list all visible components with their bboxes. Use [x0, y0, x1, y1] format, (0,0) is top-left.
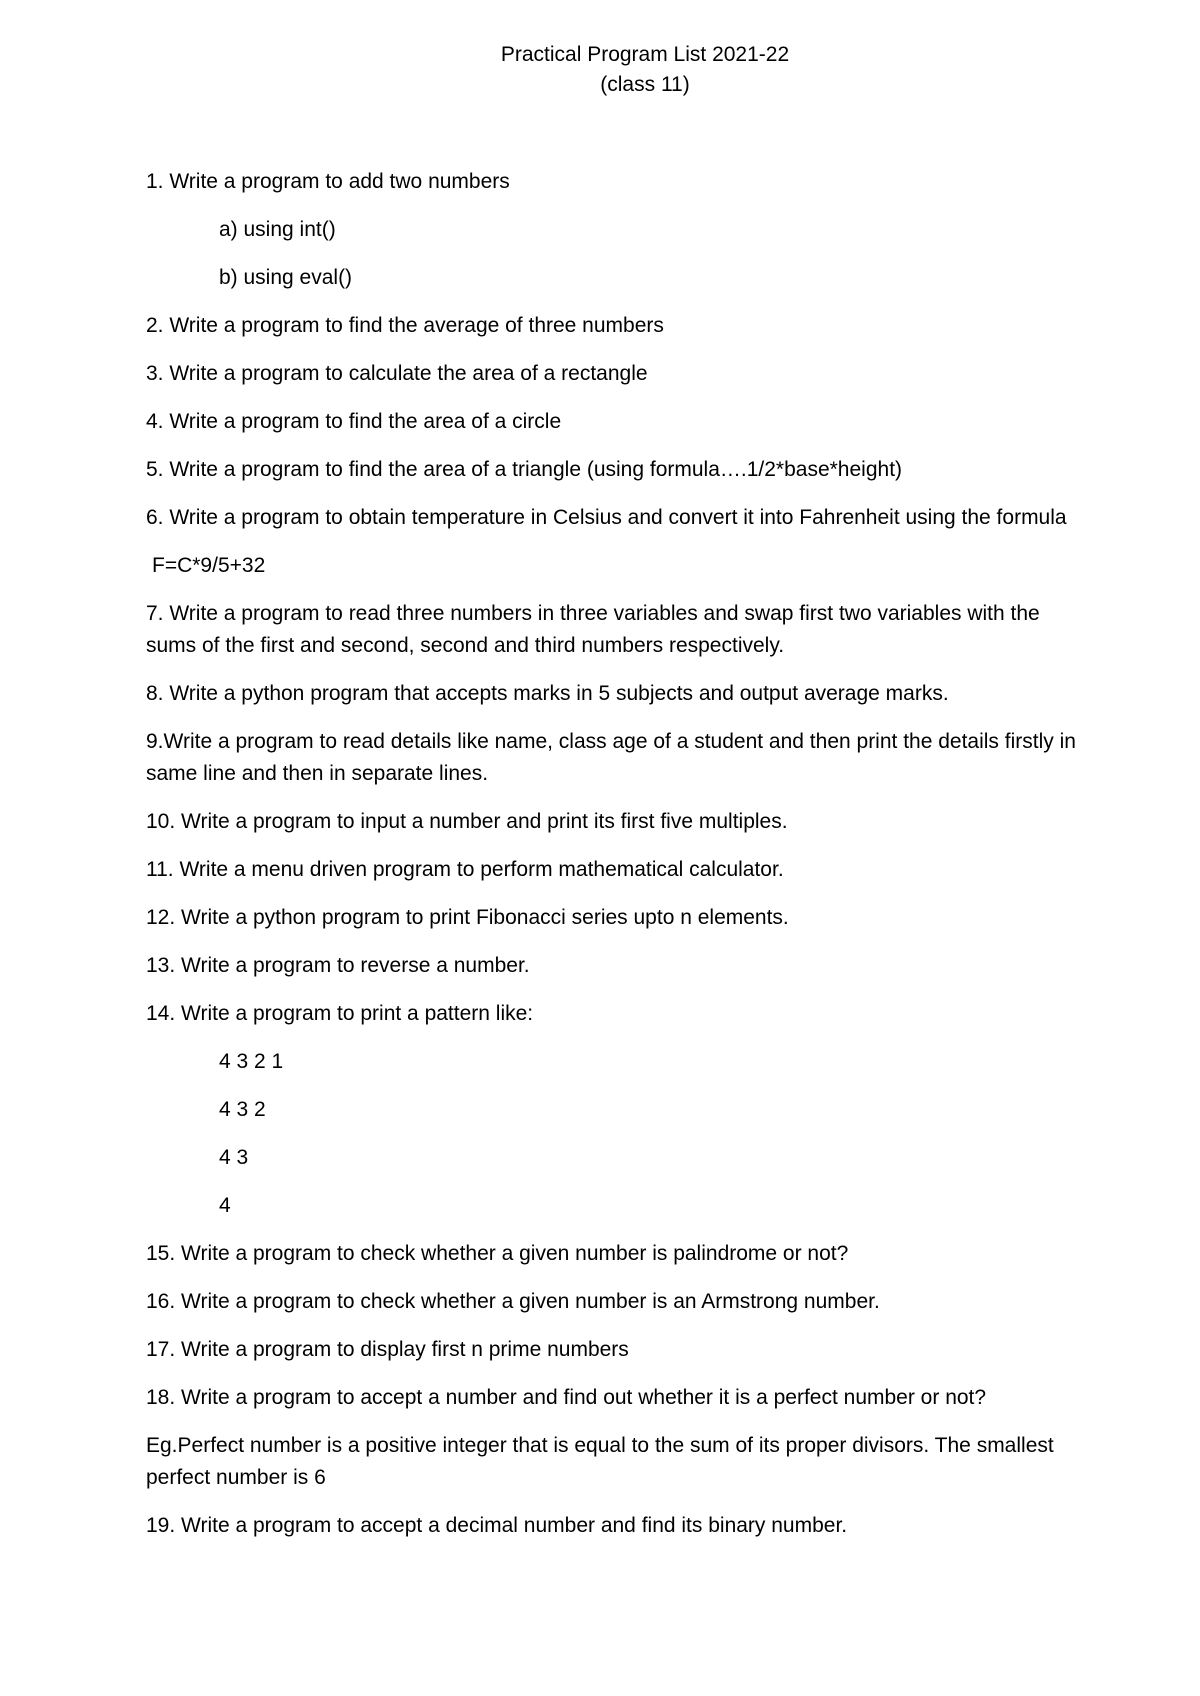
- program-item-5: 5. Write a program to find the area of a triangle (using formula….1/2*base*height): [146, 458, 903, 481]
- program-item-15: 15. Write a program to check whether a given number is palindrome or not?: [146, 1242, 849, 1265]
- program-item-1-option-a: a) using int(): [219, 218, 336, 241]
- pattern-row: 4 3 2: [219, 1098, 266, 1121]
- program-item-7: 7. Write a program to read three numbers in three variables and swap first two variables with the sums of the first and second, second and third numbers respectively.: [146, 602, 1040, 657]
- program-item-18-note: Eg.Perfect number is a positive integer that is equal to the sum of its proper divisors. The smallest perfect number is 6: [146, 1434, 1054, 1489]
- program-item-14: 14. Write a program to print a pattern like:: [146, 1002, 534, 1025]
- program-item-13: 13. Write a program to reverse a number.: [146, 954, 530, 977]
- program-item-11: 11. Write a menu driven program to perform mathematical calculator.: [146, 858, 784, 881]
- pattern-row: 4 3: [219, 1146, 249, 1169]
- document-header: [0, 40, 1200, 100]
- program-item-10: 10. Write a program to input a number and print its first five multiples.: [146, 810, 788, 833]
- program-item-1: 1. Write a program to add two numbers: [146, 170, 510, 193]
- program-item-4: 4. Write a program to find the area of a circle: [146, 410, 562, 433]
- pattern-row: 4 3 2 1: [219, 1050, 284, 1073]
- program-item-2: 2. Write a program to find the average of three numbers: [146, 314, 664, 337]
- program-item-3: 3. Write a program to calculate the area of a rectangle: [146, 362, 648, 385]
- program-item-17: 17. Write a program to display first n prime numbers: [146, 1338, 629, 1361]
- program-list: [146, 166, 1076, 1542]
- document-subtitle: (class 11): [600, 73, 690, 96]
- pattern-row: 4: [219, 1194, 231, 1217]
- program-item-8: 8. Write a python program that accepts marks in 5 subjects and output average marks.: [146, 682, 949, 705]
- program-item-9: 9.Write a program to read details like name, class age of a student and then print the details firstly in same line and then in separate lines.: [146, 730, 1076, 785]
- program-item-18: 18. Write a program to accept a number and find out whether it is a perfect number or not?: [146, 1386, 987, 1409]
- program-item-6-formula: F=C*9/5+32: [152, 554, 266, 577]
- program-item-16: 16. Write a program to check whether a given number is an Armstrong number.: [146, 1290, 880, 1313]
- program-item-1-option-b: b) using eval(): [219, 266, 353, 289]
- program-item-19: 19. Write a program to accept a decimal number and find its binary number.: [146, 1514, 848, 1537]
- document-title: Practical Program List 2021-22: [500, 43, 790, 66]
- program-item-12: 12. Write a python program to print Fibonacci series upto n elements.: [146, 906, 789, 929]
- program-item-6: 6. Write a program to obtain temperature in Celsius and convert it into Fahrenheit using the formula: [146, 506, 1067, 529]
